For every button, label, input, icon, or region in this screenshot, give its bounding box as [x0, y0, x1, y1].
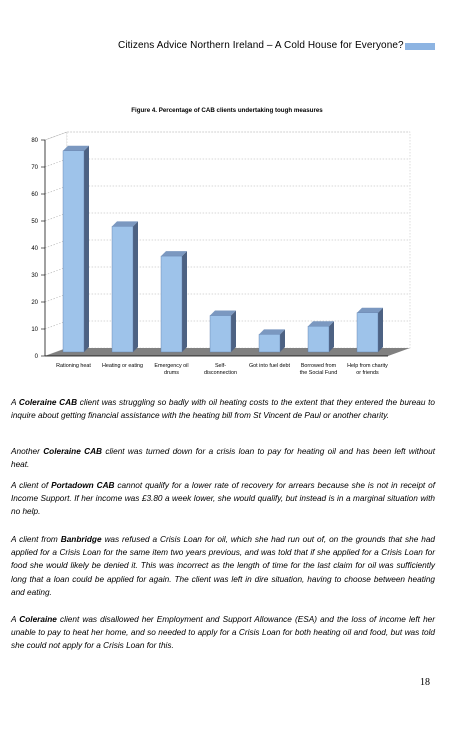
paragraph-text: client was struggling so badly with oil heating costs to the extent that they entered the bureau to inquire about getting financial assistance with the heating bill from St Vincent de Paul or another charity.	[11, 398, 436, 421]
bureau-name: Banbridge	[60, 535, 102, 544]
paragraph-text: Another	[11, 447, 44, 456]
bar	[63, 151, 84, 352]
page-number: 18	[420, 677, 430, 688]
bureau-name: Coleraine	[19, 615, 57, 624]
x-tick-label: Rationing heat	[56, 363, 91, 369]
y-tick-label: 10	[31, 327, 38, 333]
x-tick-label: or friends	[356, 370, 379, 376]
y-tick-label: 70	[31, 165, 38, 171]
x-tick-label: Borrowed from	[300, 363, 337, 369]
bar	[210, 316, 231, 353]
bar-side	[378, 308, 383, 352]
paragraph-text: was refused a Crisis Loan for oil, which she had run out of, on the grounds that she had applied for a Crisis Loan for the same item two years previous, and was told that if she applied for a Crisis Loan for food she would likely be denied it. This was incorrect as the length of time for the last claim for oil was sufficiently long that a loan could be applied for again. The client was left in dire situation, having to choose between heating and eating.	[11, 535, 435, 597]
header-accent-bar	[405, 43, 435, 50]
y-tick-label: 0	[34, 354, 38, 360]
header-title: Citizens Advice Northern Ireland – A Cold House for Everyone?	[118, 40, 404, 51]
y-tick-label: 30	[31, 273, 38, 279]
paragraph-5	[11, 613, 435, 653]
paragraph-text: A	[11, 398, 19, 407]
paragraph-3	[11, 479, 435, 519]
paragraph-text: A client of	[11, 481, 52, 490]
x-tick-label: disconnection	[204, 370, 237, 376]
bar-side	[329, 321, 334, 352]
paragraph-text: cannot qualify for a lower rate of recovery for arrears because she is not in receipt of Income Support. If her income was £3.80 a week lower, she would qualify, but instead is in a marginal situation with no help.	[11, 481, 435, 517]
x-tick-label: Self-	[214, 363, 227, 369]
bureau-name: Coleraine CAB	[43, 447, 103, 456]
paragraph-4	[11, 533, 435, 599]
bar	[161, 256, 182, 352]
x-tick-label: Heating or eating	[101, 363, 144, 369]
bar	[259, 334, 280, 352]
bar-side	[231, 311, 236, 353]
bar-side	[182, 251, 187, 352]
x-tick-label: drums	[164, 370, 179, 376]
bar	[357, 313, 378, 352]
paragraph-1	[11, 396, 435, 422]
bar-chart	[0, 125, 454, 385]
x-tick-label: the Social Fund	[299, 370, 338, 376]
y-tick-label: 50	[31, 219, 38, 225]
figure-title: Figure 4. Percentage of CAB clients undertaking tough measures	[131, 107, 323, 114]
paragraph-text: A	[11, 615, 20, 624]
y-tick-label: 40	[31, 246, 38, 252]
paragraph-2	[11, 445, 435, 471]
y-tick-label: 80	[31, 138, 38, 144]
bar	[112, 226, 133, 352]
bar-side	[84, 146, 89, 352]
paragraph-text: A client from	[11, 535, 61, 544]
paragraph-text: client was disallowed her Employment and Support Allowance (ESA) and the loss of income left her unable to pay to heat her home, and so needed to apply for a Crisis Loan for both heating oil and food, but was told she could not apply for a Crisis Loan for this.	[11, 615, 435, 651]
y-tick-label: 60	[31, 192, 38, 198]
x-tick-label: Emergency oil	[154, 363, 189, 369]
bar-side	[133, 221, 138, 352]
bureau-name: Coleraine CAB	[18, 398, 78, 407]
bureau-name: Portadown CAB	[51, 481, 115, 490]
paragraph-text: client was turned down for a crisis loan to pay for heating oil and has been left without heat.	[11, 447, 436, 470]
y-tick-label: 20	[31, 300, 38, 306]
x-tick-label: Got into fuel debt	[248, 363, 291, 369]
bar	[308, 326, 329, 352]
x-tick-label: Help from charity	[347, 363, 388, 369]
